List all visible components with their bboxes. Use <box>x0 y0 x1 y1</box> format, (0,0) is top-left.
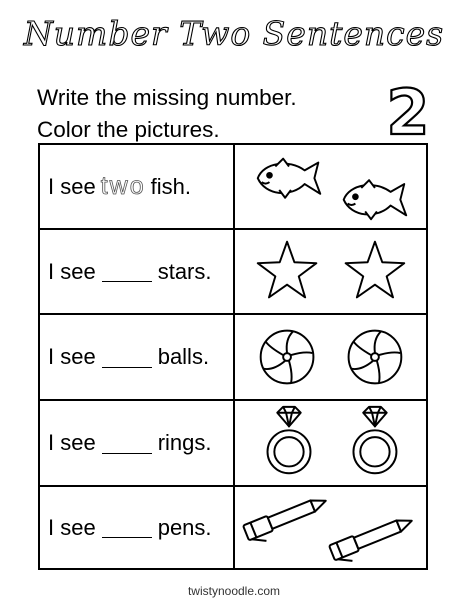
sentence-cell <box>48 401 228 485</box>
answer-blank[interactable] <box>102 261 152 282</box>
worksheet-row-fish <box>40 145 426 230</box>
sentence-cell <box>48 145 228 228</box>
footer-site-credit: twistynoodle.com <box>187 584 281 598</box>
answer-blank[interactable] <box>102 347 152 368</box>
answer-blank[interactable] <box>102 433 152 454</box>
sentence-cell <box>48 487 228 568</box>
star-icon <box>236 230 426 313</box>
sentence-prefix: I see <box>48 173 96 199</box>
sentence-cell <box>48 315 228 399</box>
instruction-line-2: Color the pictures. <box>37 117 220 142</box>
worksheet-row-stars <box>40 230 426 315</box>
instruction-line-1: Write the missing number. <box>37 85 297 110</box>
traced-number-word: two <box>100 172 146 200</box>
beach-ball-icon <box>236 315 426 399</box>
sentence-prefix: I see <box>48 514 96 540</box>
sentence-suffix: fish. <box>150 173 191 199</box>
sentence-prefix: I see <box>48 344 96 369</box>
answer-blank[interactable] <box>102 517 152 538</box>
number-two-outline-icon <box>378 82 438 140</box>
pen-icon <box>236 487 426 568</box>
worksheet-row-pens <box>40 487 426 568</box>
svg-text:2: 2 <box>386 82 430 140</box>
sentence-suffix: rings. <box>157 430 212 455</box>
worksheet-table <box>38 143 428 570</box>
sentence-suffix: balls. <box>157 344 210 369</box>
sentence-prefix: I see <box>48 258 96 284</box>
sentence-suffix: pens. <box>157 514 212 540</box>
fish-icon <box>236 145 426 228</box>
sentence-cell <box>48 230 228 313</box>
sentence-prefix: I see <box>48 430 96 455</box>
worksheet-row-rings <box>40 401 426 487</box>
page-title: Number Two Sentences <box>23 14 445 53</box>
worksheet-row-balls <box>40 315 426 401</box>
sentence-suffix: stars. <box>157 258 212 284</box>
ring-icon <box>236 401 426 485</box>
